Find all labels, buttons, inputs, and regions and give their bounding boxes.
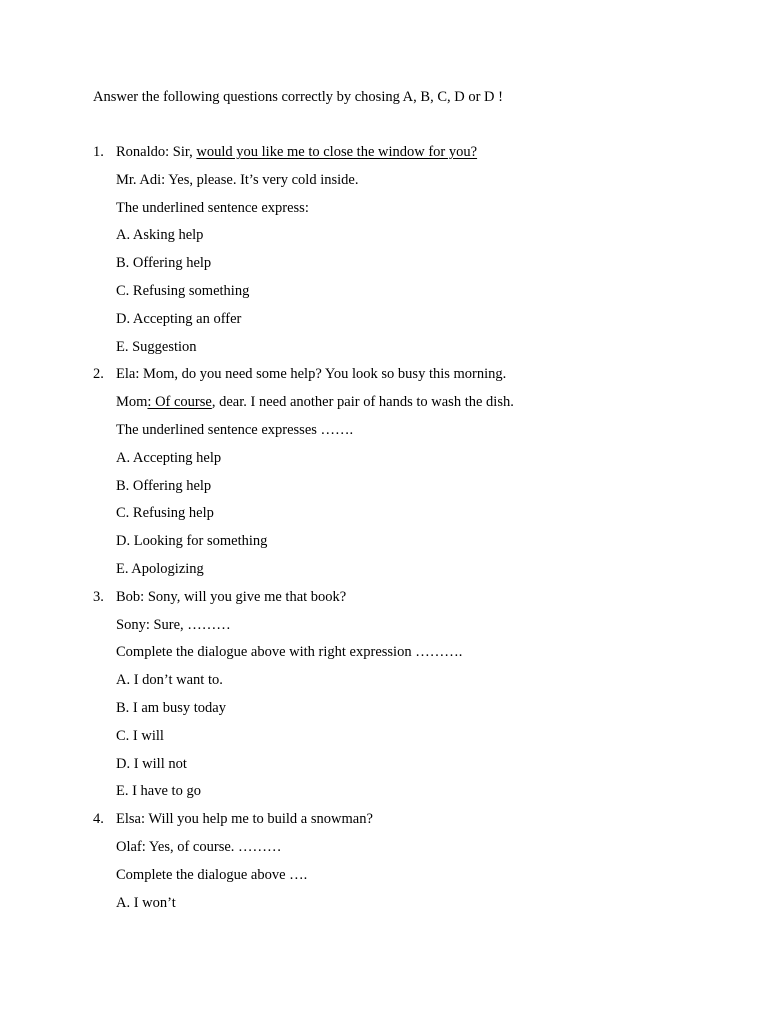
option-d: D. Accepting an offer: [116, 310, 242, 327]
question-4-line-2: Olaf: Yes, of course. ………: [116, 838, 282, 855]
question-number: 2.: [93, 366, 104, 383]
question-3-dialogue-text: Bob: Sony, will you give me that book?: [116, 588, 347, 605]
question-2-underlined-sentence: : Of course: [147, 394, 212, 411]
option-c: C. I will: [116, 727, 164, 744]
question-number: 4.: [93, 811, 104, 828]
question-list: [93, 143, 733, 921]
question-1-underlined-sentence: would you like me to close the window for you?: [196, 144, 478, 160]
question-1-line-1: [93, 143, 733, 171]
question-2-prompt: The underlined sentence expresses …….: [116, 421, 354, 438]
question-3-line-1: [93, 588, 733, 616]
question-1: [93, 143, 733, 365]
option-d: D. Looking for something: [116, 533, 268, 550]
option-b: B. I am busy today: [116, 699, 226, 716]
question-1-line-2: Mr. Adi: Yes, please. It’s very cold inside.: [116, 171, 359, 188]
question-2-line-2: [93, 393, 733, 421]
question-4-dialogue-text: Elsa: Will you help me to build a snowman?: [116, 811, 373, 828]
option-a: A. I don’t want to.: [116, 672, 223, 689]
question-3-prompt: Complete the dialogue above with right expression ……….: [116, 644, 463, 661]
option-e: E. Apologizing: [116, 560, 204, 577]
option-e: E. Suggestion: [116, 338, 197, 355]
question-2-line-1: [93, 365, 733, 393]
option-e: E. I have to go: [116, 783, 201, 800]
option-b: B. Offering help: [116, 255, 212, 272]
question-1-speaker-text: Ronaldo: Sir,: [116, 144, 197, 160]
question-2-reply-text: , dear. I need another pair of hands to wash the dish.: [211, 394, 514, 411]
option-d: D. I will not: [116, 755, 187, 772]
option-c: C. Refusing something: [116, 282, 250, 299]
question-4: [93, 810, 733, 921]
option-a: A. Asking help: [116, 227, 204, 244]
question-4-line-1: [93, 810, 733, 838]
question-3-line-2: Sony: Sure, ………: [116, 616, 231, 633]
question-1-prompt: The underlined sentence express:: [116, 199, 309, 216]
instruction-text: Answer the following questions correctly by chosing A, B, C, D or D !: [93, 89, 503, 105]
question-2-dialogue-text: Ela: Mom, do you need some help? You look so busy this morning.: [116, 366, 507, 383]
option-c: C. Refusing help: [116, 505, 214, 522]
question-number: 3.: [93, 588, 104, 605]
question-3: [93, 588, 733, 810]
question-4-prompt: Complete the dialogue above ….: [116, 866, 308, 883]
option-a: A. Accepting help: [116, 449, 222, 466]
question-2-speaker: Mom: [116, 394, 148, 411]
option-b: B. Offering help: [116, 477, 212, 494]
option-a: A. I won’t: [116, 894, 176, 911]
question-number: 1.: [93, 144, 104, 160]
question-2: [93, 365, 733, 587]
